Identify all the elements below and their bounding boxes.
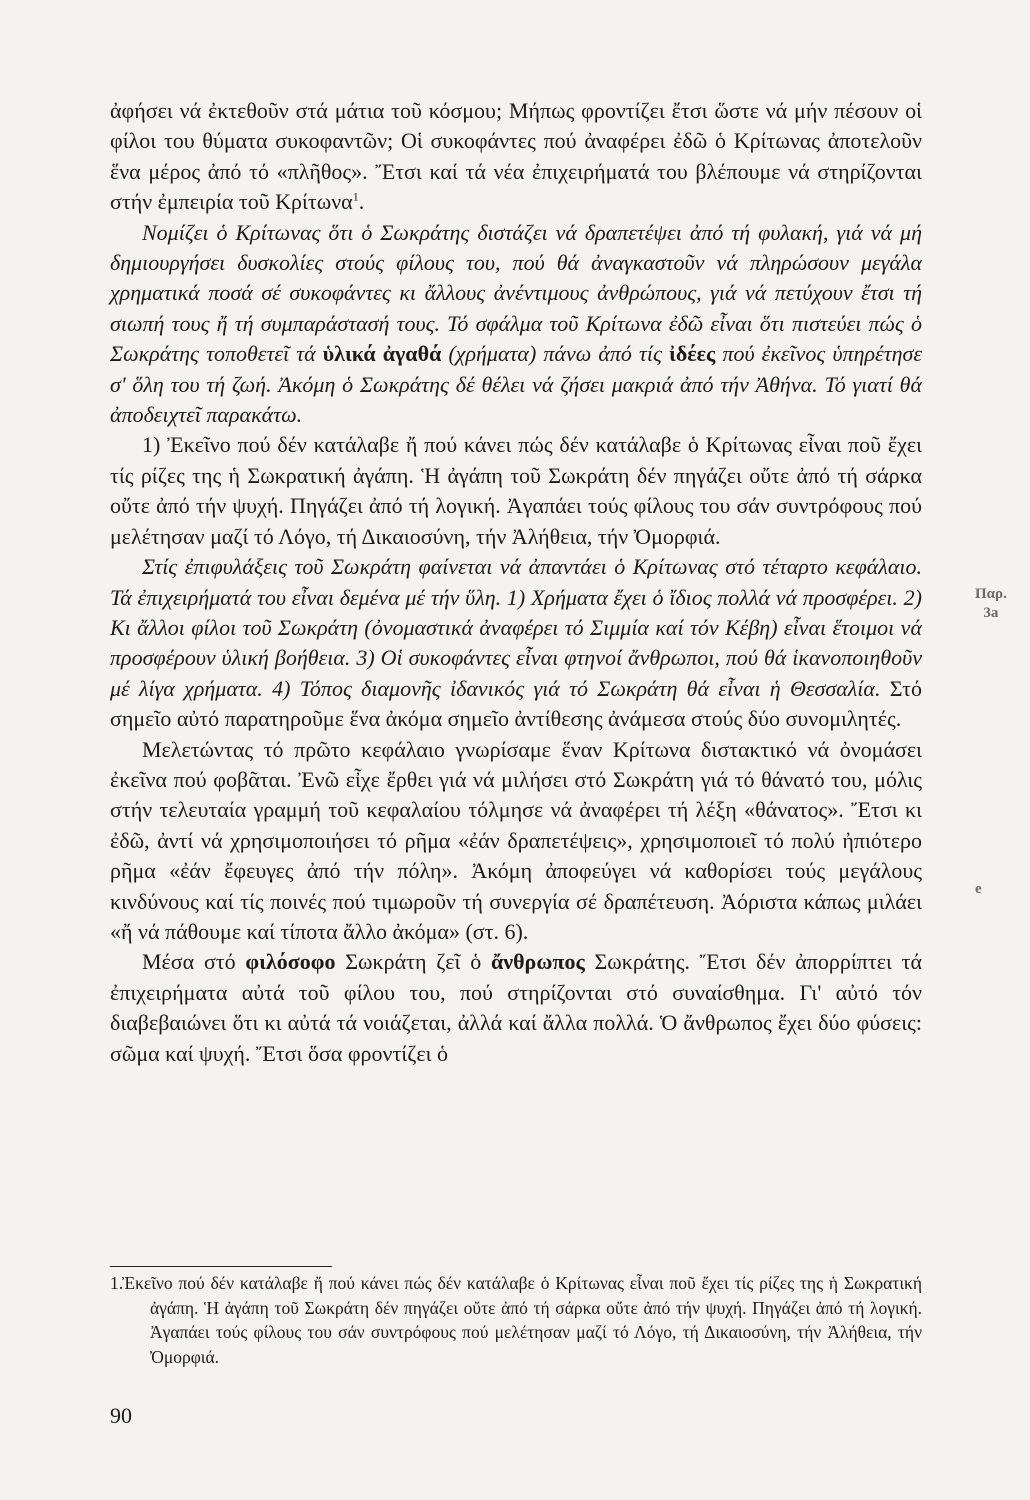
footnote — [110, 1271, 922, 1369]
margin-reference-line2: 3a — [983, 605, 999, 621]
paragraph-4 — [110, 552, 922, 734]
paragraph-1-end: . — [358, 189, 365, 215]
footnote-divider — [110, 1266, 332, 1267]
paragraph-2-text-c: πού ἐκεῖνος ὑπηρέτησε σ' ὅλη του τή ζωή. Ἀκόμη ὁ Σωκράτης δέ θέλει νά ζήσει μακριά ἀπό τήν Ἀθήνα. Τό γιατί θά ἀποδειχτεῖ παρακάτω. — [110, 341, 923, 428]
paragraph-2-text-b: (χρήματα) πάνω ἀπό τίς — [441, 341, 670, 367]
footnote-number: 1. — [110, 1273, 124, 1293]
term-ideas: ἰδέες — [669, 341, 716, 367]
margin-reference-lower: e — [975, 881, 982, 897]
paragraph-3: 1) Ἐκεῖνο πού δέν κατάλαβε ἤ πού κάνει πώς δέν κατάλαβε ὁ Κρίτωνας εἶναι ποῦ ἔχει τίς ρίζες της ἡ Σωκρατική ἀγάπη. Ἡ ἀγάπη τοῦ Σωκράτη δέν πηγάζει οὔτε ἀπό τή σάρκα οὔτε ἀπό τήν ψυχή. Πηγάζει ἀπό τή λογική. Ἀγαπάει τούς φίλους του σάν συντρόφους πού μελέτησαν μαζί τό Λόγο, τή Δικαιοσύνη, τήν Ἀλήθεια, τήν Ὀμορφιά. — [110, 432, 922, 549]
paragraph-6 — [110, 947, 922, 1069]
footnote-text: Ἐκεῖνο πού δέν κατάλαβε ἤ πού κάνει πώς δέν κατάλαβε ὁ Κρίτωνας εἶναι ποῦ ἔχει τίς ρίζες της ἡ Σωκρατική ἀγάπη. Ἡ ἀγάπη τοῦ Σωκράτη δέν πηγάζει οὔτε ἀπό τή σάρκα οὔτε ἀπό τήν ψυχή. Πηγάζει ἀπό τή λογική. Ἀγαπάει τούς φίλους του σάν συντρόφους πού μελέτησαν μαζί τό Λόγο, τή Δικαιοσύνη, τήν Ἀλήθεια, τήν Ὀμορφιά. — [122, 1273, 922, 1367]
page-number: 90 — [110, 1403, 132, 1428]
footnote-marker[interactable]: 1 — [352, 189, 359, 204]
paragraph-5: Μελετώντας τό πρῶτο κεφάλαιο γνωρίσαμε ἕναν Κρίτωνα διστακτικό νά ὀνομάσει ἐκεῖνα πού φοβᾶται. Ἐνῶ εἶχε ἔρθει γιά νά μιλήσει στό Σωκράτη γιά τό θάνατό του, μόλις στήν τελευταία γραμμή τοῦ κεφαλαίου τόλμησε νά ἀναφέρει τή λέξη «θάνατος». Ἔτσι κι ἐδῶ, ἀντί νά χρησιμοποιήσει τό ρῆμα «ἐάν δραπετέψεις», χρησιμοποιεῖ τό πολύ ἠπιότερο ρῆμα «ἐάν ἔφευγες ἀπό τήν πόλη». Ἀκόμη ἀποφεύγει νά καθορίσει τούς μεγάλους κινδύνους καί τίς ποινές πού τιμωροῦν τή συνεργία σέ δραπέτευση. Ἀόριστα κάπως μιλάει «ἤ νά πάθουμε καί τίποτα ἄλλο ἀκόμα» (στ. 6). — [110, 736, 922, 944]
paragraph-6-text-a: Μέσα στό — [142, 949, 246, 975]
paragraph-1 — [110, 96, 922, 218]
paragraph-4-normal: Στό σημεῖο αὐτό παρατηροῦμε ἕνα ἀκόμα σημεῖο ἀντίθεσης ἀνάμεσα στούς δύο συνομιλητές. — [110, 675, 923, 732]
footnote-body — [110, 1271, 922, 1369]
paragraph-6-text-c: Σωκράτης. Ἔτσι δέν ἀπορρίπτει τά ἐπιχειρήματα αὐτά τοῦ φίλου του, πού στηρίζονται στό συναίσθημα. Γι' αὐτό τόν διαβεβαιώνει ὅτι κι αὐτά τά νοιάζεται, ἀλλά καί ἄλλα πολλά. Ὁ ἄνθρωπος ἔχει δύο φύσεις: σῶμα καί ψυχή. Ἔτσι ὅσα φροντίζει ὁ — [110, 949, 922, 1066]
main-text — [110, 96, 922, 1069]
paragraph-1-text: ἀφήσει νά ἐκτεθοῦν στά μάτια τοῦ κόσμου; Μήπως φροντίζει ἔτσι ὥστε νά μήν πέσουν οἱ φίλοι του θύματα συκοφαντῶν; Οἱ συκοφάντες πού ἀναφέρει ἐδῶ ὁ Κρίτωνας ἀποτελοῦν ἕνα μέρος ἀπό τό «πλῆθος». Ἔτσι καί τά νέα ἐπιχειρήματά του βλέπουμε νά στηρίζονται στήν ἐμπειρία τοῦ Κρίτωνα — [110, 98, 922, 215]
term-human: ἄνθρωπος — [490, 949, 585, 975]
paragraph-2-text-a: Νομίζει ὁ Κρίτωνας ὅτι ὁ Σωκράτης διστάζει νά δραπετέψει ἀπό τή φυλακή, γιά νά μή δημιουργήσει δυσκολίες στούς φίλους του, πού θά ἀναγκαστοῦν νά πληρώσουν μεγάλα χρηματικά ποσά σέ συκοφάντες κι ἄλλους ἀνέντιμους ἀνθρώπους, γιά νά πετύχουν ἔτσι τή σιωπή τους ἤ τή συμπαράστασή τους. Τό σφάλμα τοῦ Κρίτωνα ἐδῶ εἶναι ὅτι πιστεύει πώς ὁ Σωκράτης τοποθετεῖ τά — [110, 219, 922, 367]
paragraph-2 — [110, 218, 922, 431]
paragraph-6-text-b: Σωκράτη ζεῖ ὁ — [335, 949, 491, 975]
margin-reference — [975, 585, 1007, 623]
term-material-goods: ὑλικά ἀγαθά — [322, 341, 442, 367]
paragraph-4-italic: Στίς ἐπιφυλάξεις τοῦ Σωκράτη φαίνεται νά ἀπαντάει ὁ Κρίτωνας στό τέταρτο κεφάλαιο. Τά ἐπιχειρήματά του εἶναι δεμένα μέ τήν ὕλη. 1) Χρήματα ἔχει ὁ ἴδιος πολλά νά προσφέρει. 2) Κι ἄλλοι φίλοι τοῦ Σωκράτη (ὀνομαστικά ἀναφέρει τό Σιμμία καί τόν Κέβη) εἶναι ἕτοιμοι νά προσφέρουν ὑλική βοήθεια. 3) Οἱ συκοφάντες εἶναι φτηνοί ἄνθρωποι, πού θά ἱκανοποιηθοῦν μέ λίγα χρήματα. 4) Τόπος διαμονῆς ἰδανικός γιά τό Σωκράτη θά εἶναι ἡ Θεσσαλία. — [110, 554, 922, 701]
term-philosopher: φιλόσοφο — [245, 949, 336, 975]
margin-reference-line1: Παρ. — [975, 586, 1007, 602]
